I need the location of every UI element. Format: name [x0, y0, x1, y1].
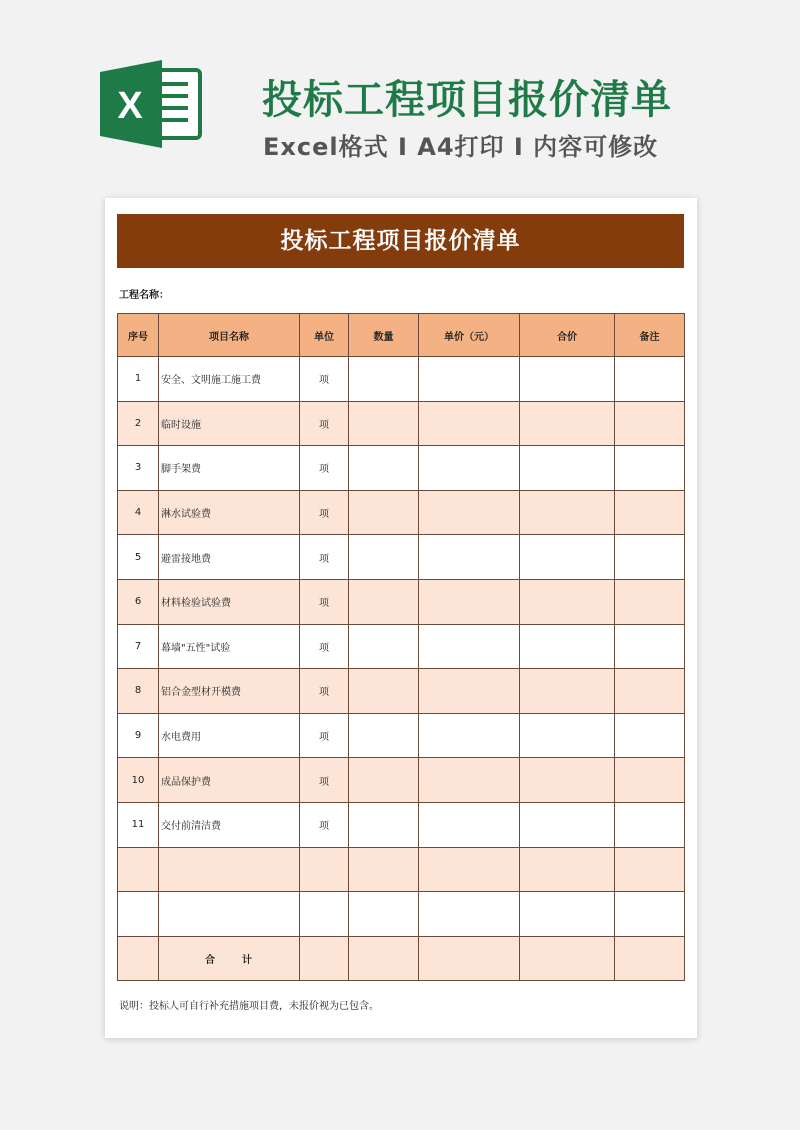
project-name-label: 工程名称：	[119, 290, 169, 301]
cell-no: 8	[118, 669, 159, 714]
table-row	[118, 624, 685, 669]
cell-unit: 项	[300, 490, 349, 535]
cell-unit[interactable]	[300, 847, 349, 892]
cell-price[interactable]	[419, 669, 520, 714]
cell-total[interactable]	[520, 401, 615, 446]
cell-total[interactable]	[520, 579, 615, 624]
cell-unit: 项	[300, 758, 349, 803]
cell-no: 7	[118, 624, 159, 669]
cell-unit: 项	[300, 357, 349, 402]
cell-remark[interactable]	[615, 579, 685, 624]
quote-table	[117, 313, 685, 981]
table-row-empty	[118, 892, 685, 937]
header-no: 序号	[118, 314, 159, 357]
cell-no: 11	[118, 802, 159, 847]
cell-remark[interactable]	[615, 713, 685, 758]
cell-total[interactable]	[520, 357, 615, 402]
cell-qty[interactable]	[349, 936, 419, 981]
cell-no: 4	[118, 490, 159, 535]
cell-remark[interactable]	[615, 892, 685, 937]
cell-remark[interactable]	[615, 535, 685, 580]
cell-remark[interactable]	[615, 758, 685, 803]
cell-price[interactable]	[419, 758, 520, 803]
table-row	[118, 401, 685, 446]
cell-name: 幕墙"五性"试验	[159, 624, 300, 669]
cell-price[interactable]	[419, 579, 520, 624]
header-name: 项目名称	[159, 314, 300, 357]
cell-total[interactable]	[520, 490, 615, 535]
table-row	[118, 579, 685, 624]
table-row-empty	[118, 847, 685, 892]
cell-no: 3	[118, 446, 159, 491]
table-row	[118, 490, 685, 535]
cell-unit[interactable]	[300, 892, 349, 937]
cell-total[interactable]	[520, 892, 615, 937]
table-row	[118, 446, 685, 491]
cell-name[interactable]	[159, 892, 300, 937]
cell-unit: 项	[300, 401, 349, 446]
cell-no: 2	[118, 401, 159, 446]
cell-unit: 项	[300, 669, 349, 714]
header-price: 单价（元）	[419, 314, 520, 357]
cell-name: 临时设施	[159, 401, 300, 446]
cell-no[interactable]	[118, 892, 159, 937]
cell-remark[interactable]	[615, 490, 685, 535]
cell-unit	[300, 936, 349, 981]
cell-total[interactable]	[520, 758, 615, 803]
cell-price[interactable]	[419, 713, 520, 758]
cell-unit: 项	[300, 802, 349, 847]
cell-total[interactable]	[520, 624, 615, 669]
cell-qty[interactable]	[349, 357, 419, 402]
cell-qty[interactable]	[349, 535, 419, 580]
cell-name: 成品保护费	[159, 758, 300, 803]
cell-qty[interactable]	[349, 446, 419, 491]
table-row	[118, 802, 685, 847]
cell-qty[interactable]	[349, 624, 419, 669]
cell-name: 材料检验试验费	[159, 579, 300, 624]
cell-price[interactable]	[419, 802, 520, 847]
cell-remark[interactable]	[615, 624, 685, 669]
excel-logo-icon	[100, 60, 204, 148]
cell-name: 交付前清洁费	[159, 802, 300, 847]
table-header-row	[118, 314, 685, 357]
cell-price[interactable]	[419, 535, 520, 580]
cell-price[interactable]	[419, 624, 520, 669]
cell-unit: 项	[300, 535, 349, 580]
header-remark: 备注	[615, 314, 685, 357]
table-row	[118, 357, 685, 402]
cell-qty[interactable]	[349, 579, 419, 624]
cell-price[interactable]	[419, 401, 520, 446]
cell-total[interactable]	[520, 713, 615, 758]
cell-no: 9	[118, 713, 159, 758]
table-row	[118, 535, 685, 580]
document-sheet	[105, 198, 697, 1038]
cell-qty[interactable]	[349, 758, 419, 803]
cell-total[interactable]	[520, 936, 615, 981]
cell-name: 脚手架费	[159, 446, 300, 491]
cell-total[interactable]	[520, 446, 615, 491]
cell-remark[interactable]	[615, 847, 685, 892]
cell-qty[interactable]	[349, 490, 419, 535]
cell-no: 5	[118, 535, 159, 580]
cell-qty[interactable]	[349, 802, 419, 847]
header-unit: 单位	[300, 314, 349, 357]
cell-unit: 项	[300, 624, 349, 669]
cell-price[interactable]	[419, 847, 520, 892]
cell-remark[interactable]	[615, 401, 685, 446]
cell-qty[interactable]	[349, 892, 419, 937]
cell-qty[interactable]	[349, 713, 419, 758]
header-total: 合价	[520, 314, 615, 357]
promo-subtitle: Excel格式 I A4打印 I 内容可修改	[263, 133, 659, 161]
cell-name[interactable]	[159, 847, 300, 892]
cell-qty[interactable]	[349, 847, 419, 892]
header-qty: 数量	[349, 314, 419, 357]
cell-total[interactable]	[520, 669, 615, 714]
cell-remark[interactable]	[615, 936, 685, 981]
cell-no: 10	[118, 758, 159, 803]
cell-no: 1	[118, 357, 159, 402]
total-label: 合 计	[159, 936, 300, 981]
table-row	[118, 669, 685, 714]
cell-remark[interactable]	[615, 669, 685, 714]
cell-total[interactable]	[520, 847, 615, 892]
cell-remark[interactable]	[615, 446, 685, 491]
cell-name: 安全、文明施工施工费	[159, 357, 300, 402]
cell-unit: 项	[300, 579, 349, 624]
logo-letter: X	[117, 85, 143, 127]
cell-qty[interactable]	[349, 401, 419, 446]
table-row	[118, 758, 685, 803]
cell-name: 铝合金型材开模费	[159, 669, 300, 714]
sheet-title-banner: 投标工程项目报价清单	[117, 214, 684, 268]
cell-price[interactable]	[419, 446, 520, 491]
cell-price[interactable]	[419, 892, 520, 937]
footnote: 说明：投标人可自行补充措施项目费，未报价视为已包含。	[119, 1001, 379, 1012]
cell-name: 淋水试验费	[159, 490, 300, 535]
cell-total[interactable]	[520, 535, 615, 580]
cell-name: 避雷接地费	[159, 535, 300, 580]
cell-unit: 项	[300, 713, 349, 758]
cell-price[interactable]	[419, 490, 520, 535]
cell-no: 6	[118, 579, 159, 624]
cell-qty[interactable]	[349, 669, 419, 714]
cell-remark[interactable]	[615, 802, 685, 847]
cell-price[interactable]	[419, 936, 520, 981]
cell-no	[118, 936, 159, 981]
cell-total[interactable]	[520, 802, 615, 847]
table-total-row	[118, 936, 685, 981]
cell-remark[interactable]	[615, 357, 685, 402]
cell-price[interactable]	[419, 357, 520, 402]
promo-title: 投标工程项目报价清单	[262, 77, 672, 123]
cell-name: 水电费用	[159, 713, 300, 758]
cell-no[interactable]	[118, 847, 159, 892]
table-row	[118, 713, 685, 758]
cell-unit: 项	[300, 446, 349, 491]
